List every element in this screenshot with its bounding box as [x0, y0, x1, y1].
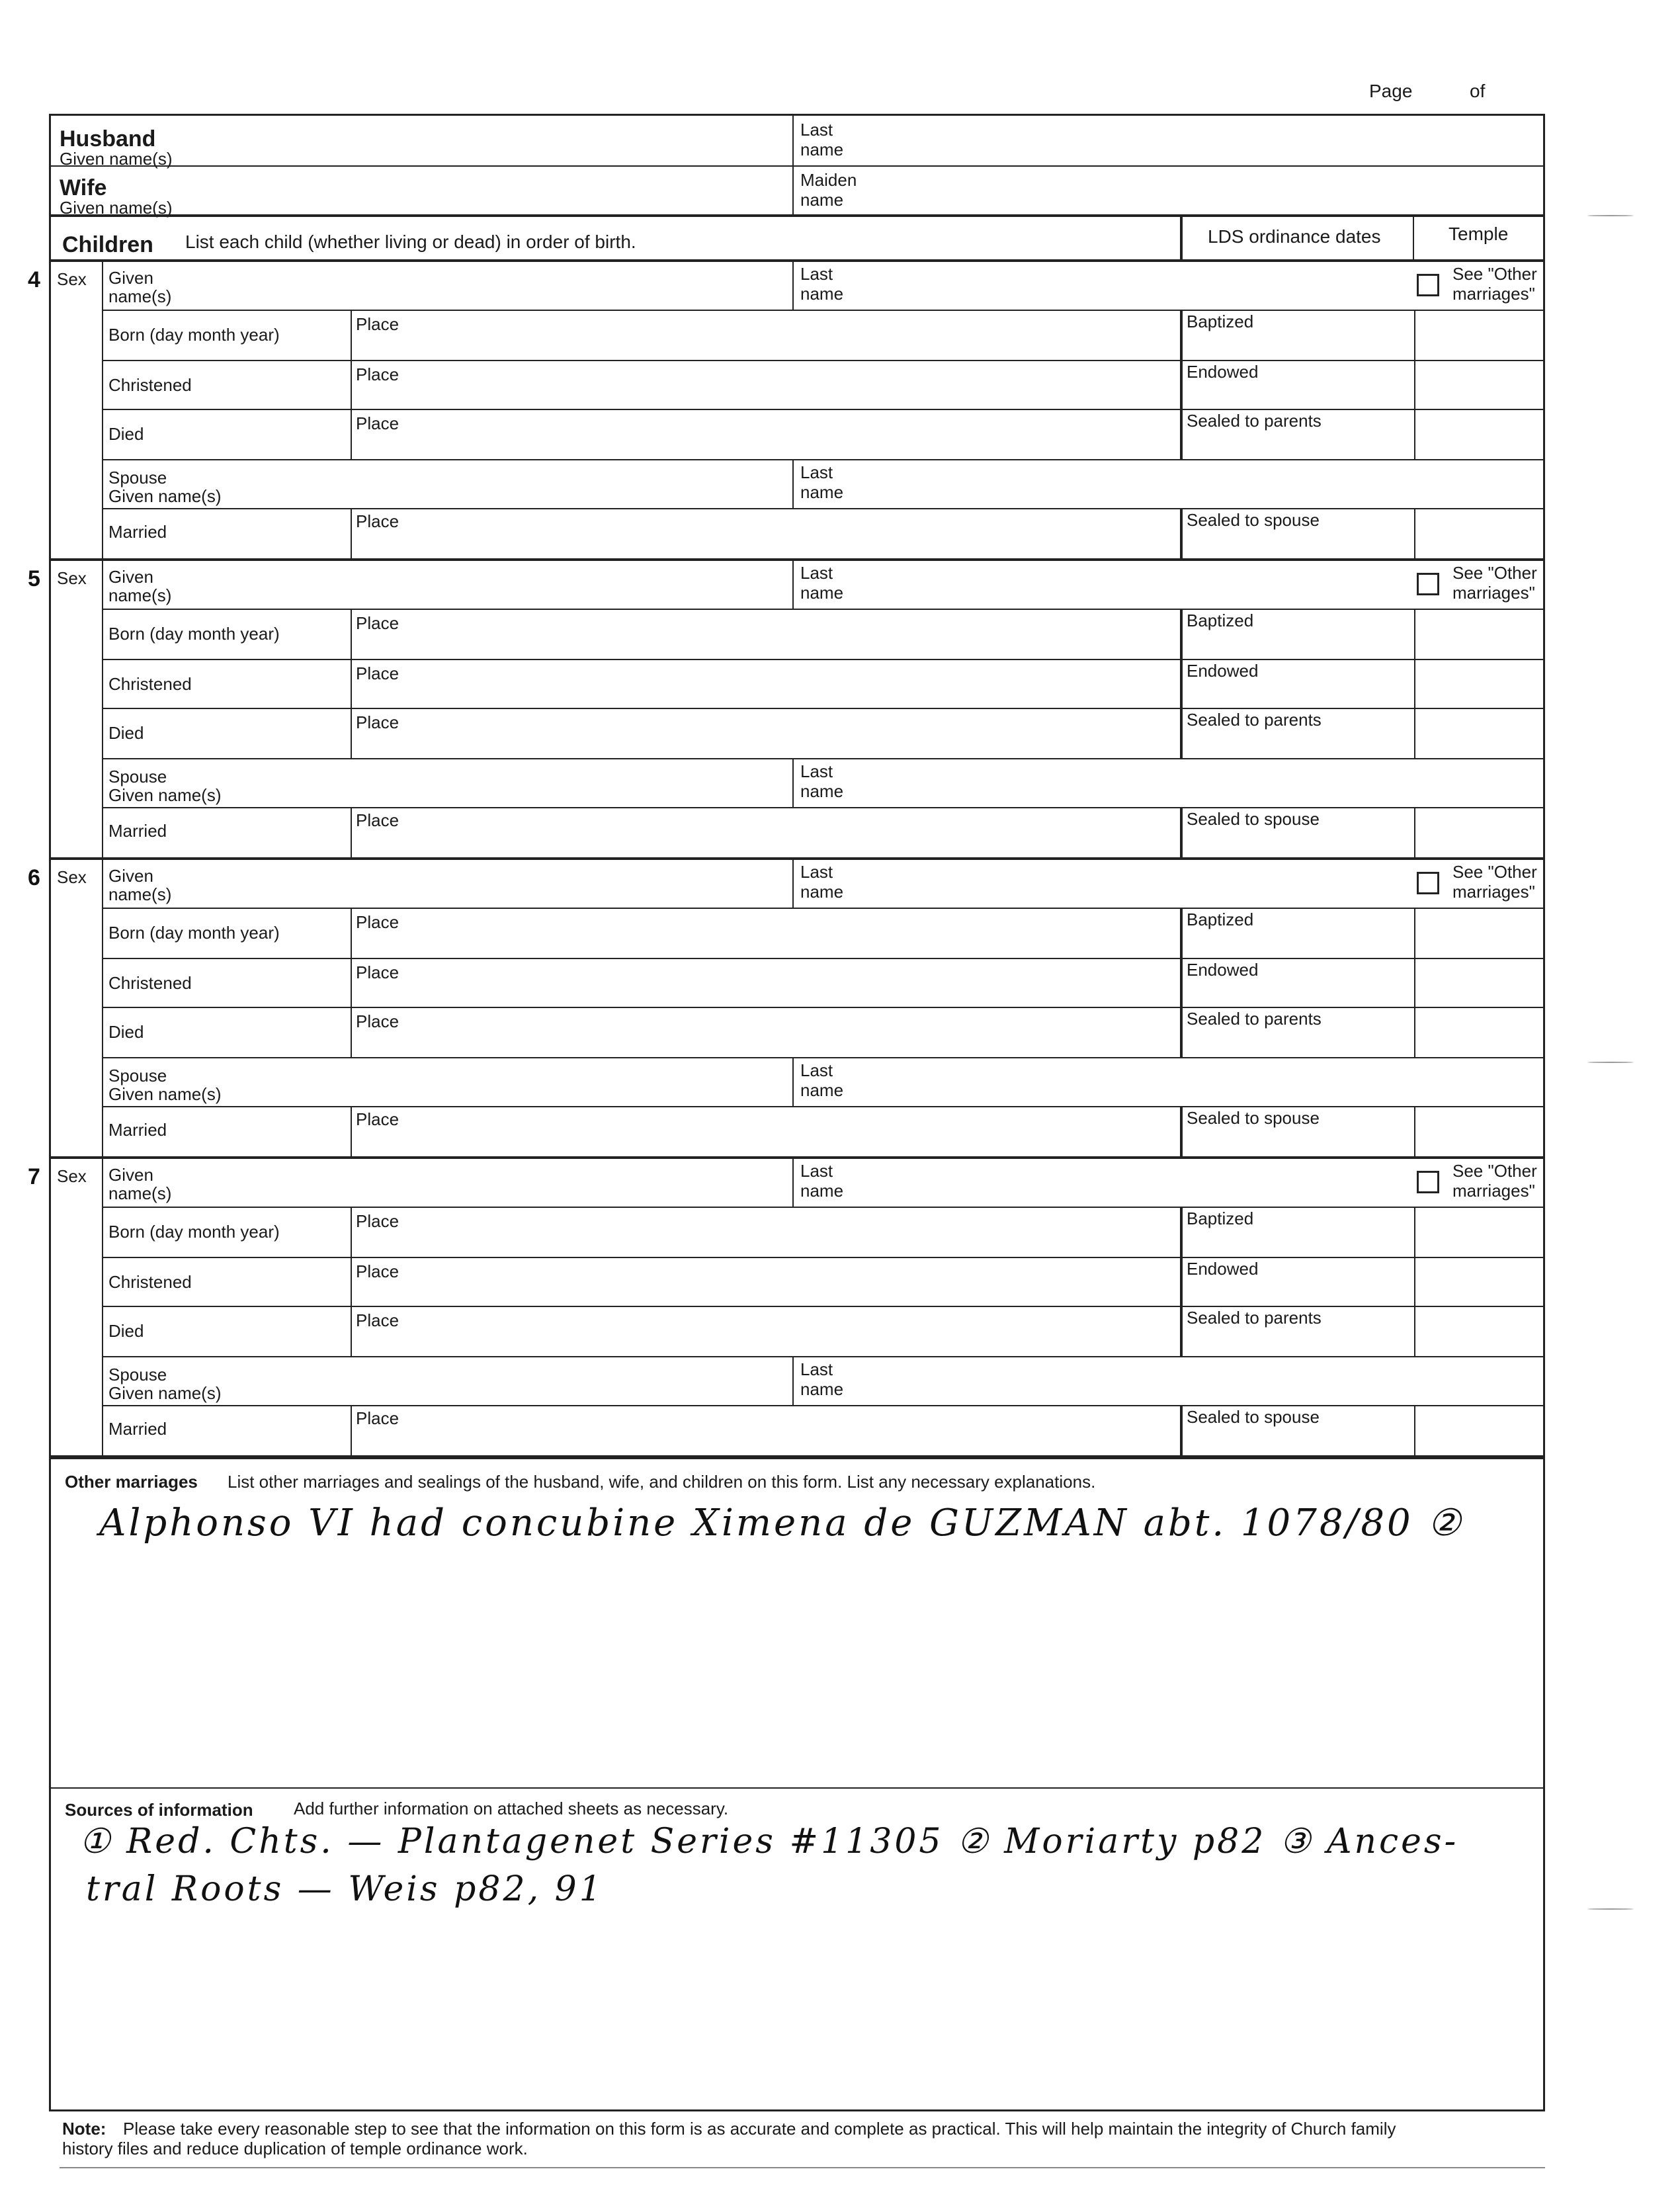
punch-hole-mark: [1587, 1908, 1634, 1910]
endowed-date-field[interactable]: [1183, 959, 1413, 1005]
sealed-to-parents-temple-field[interactable]: [1415, 1307, 1544, 1355]
sex-field[interactable]: [52, 1159, 102, 1454]
baptized-label: Baptized: [1187, 312, 1254, 331]
married-place-label: Place: [356, 511, 399, 531]
baptized-temple-field[interactable]: [1415, 1208, 1544, 1255]
last-name-label-2: name: [800, 284, 844, 304]
sealed-to-spouse-date-field[interactable]: [1183, 509, 1413, 557]
sealed-to-parents-date-field[interactable]: [1183, 709, 1413, 757]
husband-title: Husband: [60, 126, 156, 151]
died-label: Died: [108, 1022, 144, 1042]
sealed-to-spouse-date-field[interactable]: [1183, 1406, 1413, 1454]
born-place-field[interactable]: [352, 311, 1180, 359]
christened-place-field[interactable]: [352, 1258, 1180, 1304]
temple-label: Temple: [1449, 224, 1509, 244]
sex-label: Sex: [57, 568, 87, 588]
child-last-name-field[interactable]: [795, 860, 1377, 906]
sealed-to-parents-date-field[interactable]: [1183, 410, 1413, 458]
last-name-label-2: name: [800, 583, 844, 603]
died-date-field[interactable]: [105, 709, 349, 757]
child-last-name-field[interactable]: [795, 262, 1377, 308]
christened-label: Christened: [108, 375, 192, 395]
spouse-given-name-field[interactable]: [105, 1357, 792, 1404]
endowed-label: Endowed: [1187, 1259, 1259, 1279]
see-other-marriages-label: See "Other: [1452, 264, 1537, 284]
endowed-temple-field[interactable]: [1415, 1258, 1544, 1304]
last-name-label-2: name: [800, 882, 844, 902]
died-label: Died: [108, 424, 144, 444]
sex-label: Sex: [57, 1166, 87, 1186]
sealed-to-spouse-date-field[interactable]: [1183, 808, 1413, 856]
died-date-field[interactable]: [105, 410, 349, 458]
married-label: Married: [108, 1120, 167, 1140]
children-instructions: List each child (whether living or dead) in order of birth.: [185, 232, 636, 252]
divider: [792, 261, 794, 310]
given-name-label-2: name(s): [108, 1183, 172, 1203]
sex-field[interactable]: [52, 860, 102, 1155]
married-label: Married: [108, 1419, 167, 1439]
endowed-label: Endowed: [1187, 362, 1259, 382]
born-place-label: Place: [356, 1211, 399, 1231]
endowed-temple-field[interactable]: [1415, 361, 1544, 407]
endowed-temple-field[interactable]: [1415, 660, 1544, 706]
married-date-field[interactable]: [105, 1406, 349, 1454]
sealed-to-parents-label: Sealed to parents: [1187, 1308, 1322, 1328]
note-title: Note:: [62, 2119, 106, 2139]
punch-hole-mark: [1587, 215, 1634, 216]
christened-place-field[interactable]: [352, 660, 1180, 706]
sealed-to-spouse-label: Sealed to spouse: [1187, 510, 1320, 530]
child-number: 4: [28, 267, 40, 292]
wife-maiden-field[interactable]: [794, 167, 1544, 214]
child-number: 7: [28, 1164, 40, 1189]
sealed-to-spouse-temple-field[interactable]: [1415, 509, 1544, 557]
sex-label: Sex: [57, 867, 87, 887]
spouse-given-name-field[interactable]: [105, 1058, 792, 1105]
given-name-label: Given: [108, 1165, 153, 1185]
divider: [1180, 216, 1183, 259]
sealed-to-parents-date-field[interactable]: [1183, 1307, 1413, 1355]
christened-place-label: Place: [356, 364, 399, 384]
other-marriages-checkbox[interactable]: [1417, 1171, 1439, 1193]
child-last-name-field[interactable]: [795, 561, 1377, 607]
sealed-to-parents-label: Sealed to parents: [1187, 710, 1322, 730]
born-label: Born (day month year): [108, 325, 280, 345]
married-date-field[interactable]: [105, 509, 349, 557]
sealed-to-spouse-label: Sealed to spouse: [1187, 1108, 1320, 1128]
sealed-to-spouse-label: Sealed to spouse: [1187, 1407, 1320, 1427]
died-place-field[interactable]: [352, 1307, 1180, 1355]
divider: [792, 1158, 794, 1207]
born-date-field[interactable]: [105, 1208, 349, 1255]
other-marriages-checkbox[interactable]: [1417, 274, 1439, 296]
married-date-field[interactable]: [105, 1107, 349, 1155]
last-name-label: Last: [800, 264, 833, 284]
christened-place-field[interactable]: [352, 361, 1180, 407]
christened-label: Christened: [108, 973, 192, 993]
christened-date-field[interactable]: [105, 959, 349, 1005]
bottom-rule: [60, 2167, 1545, 2168]
spouse-last-name-label: Last: [800, 1060, 833, 1080]
born-place-label: Place: [356, 912, 399, 932]
child-given-name-field[interactable]: [105, 262, 792, 308]
spouse-last-name-label-2: name: [800, 1379, 844, 1399]
spouse-last-name-label: Last: [800, 462, 833, 482]
last-name-label: Last: [800, 862, 833, 882]
see-other-marriages-label-2: marriages": [1452, 583, 1535, 603]
married-place-label: Place: [356, 810, 399, 830]
died-place-field[interactable]: [352, 1008, 1180, 1056]
married-place-label: Place: [356, 1408, 399, 1428]
died-place-label: Place: [356, 712, 399, 732]
died-date-field[interactable]: [105, 1008, 349, 1056]
child-given-name-field[interactable]: [105, 561, 792, 607]
spouse-given-name-label: Given name(s): [108, 1084, 222, 1104]
divider: [792, 560, 794, 609]
sources-handwriting-line-2: tral Roots — Weis p82, 91: [86, 1869, 604, 1909]
sources-handwriting-line-1: ① Red. Chts. — Plantagenet Series #11305 ② Moriarty p82 ③ Ances-: [79, 1822, 1459, 1861]
wife-given-label: Given name(s): [60, 198, 173, 218]
given-name-label-2: name(s): [108, 884, 172, 904]
endowed-label: Endowed: [1187, 661, 1259, 681]
died-place-field[interactable]: [352, 709, 1180, 757]
spouse-label: Spouse: [108, 1066, 167, 1085]
married-date-field[interactable]: [105, 808, 349, 856]
last-name-label: Last: [800, 1161, 833, 1181]
married-label: Married: [108, 522, 167, 542]
sealed-to-parents-date-field[interactable]: [1183, 1008, 1413, 1056]
born-date-field[interactable]: [105, 909, 349, 957]
divider: [792, 1057, 794, 1106]
died-label: Died: [108, 723, 144, 743]
given-name-label: Given: [108, 268, 153, 288]
wife-maiden-label-2: name: [800, 190, 844, 210]
given-name-label: Given: [108, 567, 153, 587]
divider: [1413, 216, 1414, 259]
died-place-label: Place: [356, 1011, 399, 1031]
married-place-label: Place: [356, 1109, 399, 1129]
note-text-line-1: Please take every reasonable step to see that the information on this form is as accurate and complete as practical. This will help maintain the integrity of Church family: [123, 2119, 1396, 2139]
born-date-field[interactable]: [105, 311, 349, 359]
divider: [50, 214, 1545, 217]
married-place-field[interactable]: [352, 1406, 1180, 1454]
page-label: Page: [1369, 81, 1413, 101]
given-name-label-2: name(s): [108, 585, 172, 605]
baptized-temple-field[interactable]: [1415, 909, 1544, 957]
sealed-to-parents-temple-field[interactable]: [1415, 1008, 1544, 1056]
last-name-label-2: name: [800, 1181, 844, 1201]
sealed-to-spouse-temple-field[interactable]: [1415, 1107, 1544, 1155]
christened-label: Christened: [108, 674, 192, 694]
husband-last-field[interactable]: [794, 115, 1544, 165]
sealed-to-spouse-label: Sealed to spouse: [1187, 809, 1320, 829]
christened-place-field[interactable]: [352, 959, 1180, 1005]
see-other-marriages-label: See "Other: [1452, 862, 1537, 882]
spouse-last-name-field[interactable]: [795, 759, 1544, 806]
christened-place-label: Place: [356, 1261, 399, 1281]
baptized-date-field[interactable]: [1183, 909, 1413, 957]
child-number: 6: [28, 865, 40, 890]
last-name-label: Last: [800, 563, 833, 583]
spouse-label: Spouse: [108, 767, 167, 787]
spouse-last-name-label-2: name: [800, 781, 844, 801]
spouse-last-name-field[interactable]: [795, 1058, 1544, 1105]
baptized-date-field[interactable]: [1183, 311, 1413, 359]
see-other-marriages-label-2: marriages": [1452, 1181, 1535, 1201]
other-marriages-instructions: List other marriages and sealings of the husband, wife, and children on this form. List any necessary explanations.: [228, 1472, 1096, 1492]
endowed-date-field[interactable]: [1183, 361, 1413, 407]
born-place-field[interactable]: [352, 1208, 1180, 1255]
spouse-last-name-field[interactable]: [795, 460, 1544, 507]
spouse-last-name-field[interactable]: [795, 1357, 1544, 1404]
sources-instructions: Add further information on attached sheets as necessary.: [294, 1799, 729, 1818]
spouse-given-name-field[interactable]: [105, 759, 792, 806]
endowed-temple-field[interactable]: [1415, 959, 1544, 1005]
baptized-label: Baptized: [1187, 611, 1254, 630]
spouse-label: Spouse: [108, 468, 167, 488]
see-other-marriages-label-2: marriages": [1452, 284, 1535, 304]
other-marriages-handwriting: Alphonso VI had concubine Ximena de GUZMAN abt. 1078/80 ②: [99, 1502, 1464, 1545]
baptized-temple-field[interactable]: [1415, 610, 1544, 658]
husband-last-label: Last: [800, 120, 833, 140]
lds-ordinance-label: LDS ordinance dates: [1208, 226, 1381, 247]
married-place-field[interactable]: [352, 1107, 1180, 1155]
of-label: of: [1470, 81, 1486, 101]
child-given-name-field[interactable]: [105, 860, 792, 906]
husband-given-label: Given name(s): [60, 149, 173, 169]
christened-date-field[interactable]: [105, 1258, 349, 1304]
other-marriages-checkbox[interactable]: [1417, 573, 1439, 595]
child-number: 5: [28, 566, 40, 591]
baptized-label: Baptized: [1187, 1209, 1254, 1228]
divider: [792, 1356, 794, 1405]
punch-hole-mark: [1587, 1062, 1634, 1063]
children-title: Children: [62, 232, 153, 257]
spouse-given-name-label: Given name(s): [108, 1383, 222, 1403]
endowed-label: Endowed: [1187, 960, 1259, 980]
spouse-last-name-label-2: name: [800, 1080, 844, 1100]
baptized-date-field[interactable]: [1183, 610, 1413, 658]
baptized-label: Baptized: [1187, 910, 1254, 929]
died-date-field[interactable]: [105, 1307, 349, 1355]
spouse-label: Spouse: [108, 1365, 167, 1384]
baptized-temple-field[interactable]: [1415, 311, 1544, 359]
christened-date-field[interactable]: [105, 361, 349, 407]
divider: [792, 758, 794, 807]
sealed-to-spouse-temple-field[interactable]: [1415, 808, 1544, 856]
child-last-name-field[interactable]: [795, 1159, 1377, 1205]
other-marriages-title: Other marriages: [65, 1472, 198, 1492]
given-name-label: Given: [108, 866, 153, 886]
sex-label: Sex: [57, 269, 87, 289]
given-name-label-2: name(s): [108, 286, 172, 306]
born-date-field[interactable]: [105, 610, 349, 658]
sealed-to-parents-label: Sealed to parents: [1187, 411, 1322, 431]
died-place-label: Place: [356, 1310, 399, 1330]
sealed-to-parents-temple-field[interactable]: [1415, 709, 1544, 757]
married-place-field[interactable]: [352, 808, 1180, 856]
see-other-marriages-label-2: marriages": [1452, 882, 1535, 902]
sex-field[interactable]: [52, 561, 102, 856]
sealed-to-spouse-date-field[interactable]: [1183, 1107, 1413, 1155]
christened-place-label: Place: [356, 962, 399, 982]
born-place-label: Place: [356, 314, 399, 334]
endowed-date-field[interactable]: [1183, 1258, 1413, 1304]
see-other-marriages-label: See "Other: [1452, 563, 1537, 583]
baptized-date-field[interactable]: [1183, 1208, 1413, 1255]
sealed-to-parents-label: Sealed to parents: [1187, 1009, 1322, 1029]
spouse-last-name-label-2: name: [800, 482, 844, 502]
husband-last-label-2: name: [800, 140, 844, 159]
christened-label: Christened: [108, 1272, 192, 1292]
divider: [792, 459, 794, 508]
born-label: Born (day month year): [108, 923, 280, 943]
born-place-field[interactable]: [352, 909, 1180, 957]
endowed-date-field[interactable]: [1183, 660, 1413, 706]
born-label: Born (day month year): [108, 1222, 280, 1242]
born-place-label: Place: [356, 613, 399, 633]
sealed-to-spouse-temple-field[interactable]: [1415, 1406, 1544, 1454]
spouse-given-name-label: Given name(s): [108, 486, 222, 506]
other-marriages-checkbox[interactable]: [1417, 872, 1439, 894]
died-label: Died: [108, 1321, 144, 1341]
child-given-name-field[interactable]: [105, 1159, 792, 1205]
sealed-to-parents-temple-field[interactable]: [1415, 410, 1544, 458]
died-place-label: Place: [356, 413, 399, 433]
spouse-last-name-label: Last: [800, 761, 833, 781]
christened-place-label: Place: [356, 663, 399, 683]
spouse-given-name-field[interactable]: [105, 460, 792, 507]
married-place-field[interactable]: [352, 509, 1180, 557]
born-label: Born (day month year): [108, 624, 280, 644]
died-place-field[interactable]: [352, 410, 1180, 458]
wife-title: Wife: [60, 175, 107, 200]
born-place-field[interactable]: [352, 610, 1180, 658]
see-other-marriages-label: See "Other: [1452, 1161, 1537, 1181]
wife-maiden-label: Maiden: [800, 170, 857, 190]
married-label: Married: [108, 821, 167, 841]
note-text-line-2: history files and reduce duplication of temple ordinance work.: [62, 2139, 528, 2158]
sex-field[interactable]: [52, 262, 102, 557]
spouse-given-name-label: Given name(s): [108, 785, 222, 805]
sources-title: Sources of information: [65, 1800, 253, 1820]
christened-date-field[interactable]: [105, 660, 349, 706]
spouse-last-name-label: Last: [800, 1359, 833, 1379]
divider: [792, 859, 794, 908]
